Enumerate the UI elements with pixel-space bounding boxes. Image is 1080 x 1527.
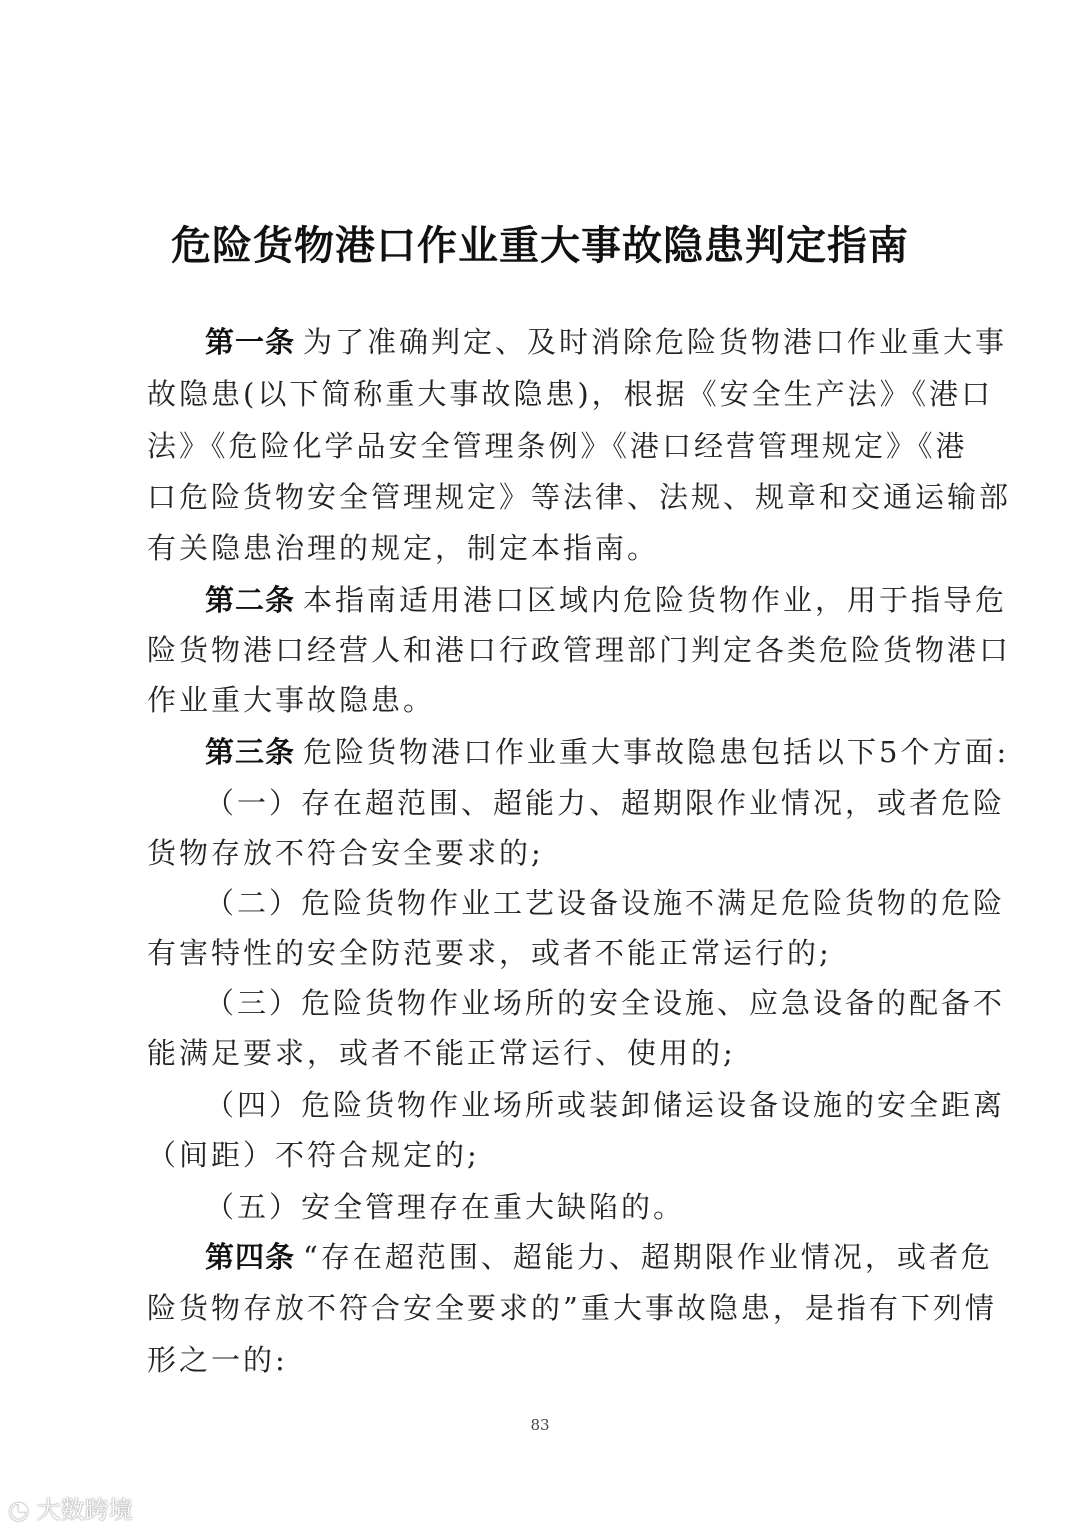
text-line xyxy=(147,680,947,720)
line-text: 险货物港口经营人和港口行政管理部门判定各类危险货物港口 xyxy=(147,633,1012,667)
line-text: （五）安全管理存在重大缺陷的。 xyxy=(205,1190,686,1224)
line-text: （四）危险货物作业场所或装卸储运设备设施的安全距离 xyxy=(205,1088,1006,1122)
line-text: 口危险货物安全管理规定》等法律、法规、规章和交通运输部 xyxy=(147,480,1012,514)
text-line xyxy=(205,883,1005,923)
line-text: 货物存放不符合安全要求的; xyxy=(147,836,544,870)
line-text: 有害特性的安全防范要求，或者不能正常运行的; xyxy=(147,936,832,970)
text-line xyxy=(147,1340,947,1380)
article-label: 第二条 xyxy=(205,583,296,617)
article-label: 第一条 xyxy=(205,325,296,359)
text-line xyxy=(147,630,1012,670)
text-line xyxy=(147,933,947,973)
text-line xyxy=(147,833,947,873)
line-text: “存在超范围、超能力、超期限作业情况，或者危 xyxy=(303,1240,993,1274)
text-line xyxy=(205,983,1005,1023)
line-text: 为了准确判定、及时消除危险货物港口作业重大事 xyxy=(303,325,1008,359)
line-text: 法》《危险化学品安全管理条例》《港口经营管理规定》《港 xyxy=(147,429,968,463)
line-text: 险货物存放不符合安全要求的”重大事故隐患，是指有下列情 xyxy=(147,1291,997,1325)
line-text: 危险货物港口作业重大事故隐患包括以下5个方面: xyxy=(303,735,1010,769)
line-text: （间距）不符合规定的; xyxy=(147,1138,480,1172)
text-line xyxy=(147,1033,947,1073)
line-text: 本指南适用港口区域内危险货物作业，用于指导危 xyxy=(303,583,1008,617)
line-text: 能满足要求，或者不能正常运行、使用的; xyxy=(147,1036,736,1070)
watermark-text: 大数跨境 xyxy=(36,1496,133,1524)
line-text: （二）危险货物作业工艺设备设施不满足危险货物的危险 xyxy=(205,886,1006,920)
page-number: 83 xyxy=(530,1416,550,1434)
text-line xyxy=(205,1237,1005,1277)
line-text: 作业重大事故隐患。 xyxy=(147,683,436,717)
text-line xyxy=(147,528,947,568)
line-text: 故隐患(以下简称重大事故隐患)，根据《安全生产法》《港口 xyxy=(147,377,994,411)
text-line xyxy=(205,783,1005,823)
text-line xyxy=(205,1187,1005,1227)
text-line xyxy=(147,426,968,466)
text-line xyxy=(147,1288,997,1328)
text-line xyxy=(205,322,1008,362)
text-line xyxy=(205,1085,1005,1125)
line-text: （三）危险货物作业场所的安全设施、应急设备的配备不 xyxy=(205,986,1006,1020)
watermark-logo: ◔ 大数跨境 xyxy=(8,1496,133,1524)
text-line xyxy=(205,580,1008,620)
text-line xyxy=(147,477,1012,517)
line-text: 形之一的: xyxy=(147,1343,288,1377)
article-label: 第三条 xyxy=(205,735,296,769)
text-line xyxy=(147,1135,947,1175)
text-line xyxy=(205,732,1010,772)
article-label: 第四条 xyxy=(205,1240,296,1274)
line-text: 有关隐患治理的规定，制定本指南。 xyxy=(147,531,660,565)
line-text: （一）存在超范围、超能力、超期限作业情况，或者危险 xyxy=(205,786,1006,820)
document-title: 危险货物港口作业重大事故隐患判定指南 xyxy=(171,223,909,269)
text-line xyxy=(147,374,994,414)
